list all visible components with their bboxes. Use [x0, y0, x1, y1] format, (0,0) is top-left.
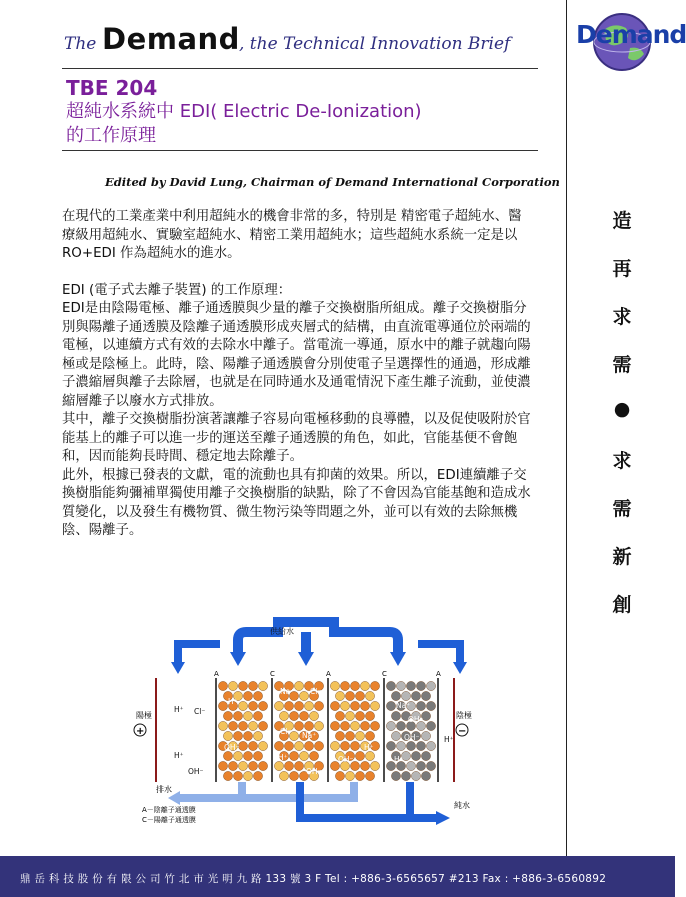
resin-bead — [421, 771, 430, 780]
resin-bead — [258, 701, 267, 710]
ion-oh: OH⁻ — [338, 755, 354, 764]
resin-bead — [253, 771, 262, 780]
resin-bead — [238, 721, 247, 730]
resin-bead — [243, 731, 252, 740]
slogan-char: 需 — [612, 354, 632, 376]
slogan-char: 求 — [612, 306, 632, 328]
resin-bead — [335, 771, 344, 780]
resin-bead — [416, 701, 425, 710]
resin-bead — [421, 731, 430, 740]
resin-bead — [370, 681, 379, 690]
body-text — [62, 208, 532, 541]
resin-bead — [253, 731, 262, 740]
resin-bead — [365, 751, 374, 760]
slogan-bullet: ● — [613, 398, 631, 420]
resin-bead — [355, 711, 364, 720]
resin-bead — [426, 761, 435, 770]
resin-bead — [426, 741, 435, 750]
resin-bead — [386, 721, 395, 730]
brand-header — [64, 22, 540, 68]
resin-paragraph: 其中，離子交換樹脂扮演著讓離子容易向電極移動的良導體，以及促使吸附於官能基上的離子可以進一步的運送至離子通透膜的角色，如此，官能基便不會飽和，因而能夠長時間、穩定地去除離子。 — [62, 412, 531, 464]
slogan-char: 需 — [612, 498, 632, 520]
resin-bead — [396, 681, 405, 690]
resin-bead — [309, 711, 318, 720]
membrane-c-label: C — [270, 670, 275, 678]
demand-logo — [574, 8, 686, 74]
minus-sign: − — [458, 726, 467, 737]
resin-bead — [411, 691, 420, 700]
ion-oh: OH⁻ — [224, 743, 240, 752]
resin-bead — [243, 751, 252, 760]
resin-bead — [228, 721, 237, 730]
ion-h: H⁺ — [174, 751, 184, 760]
resin-bead — [223, 711, 232, 720]
title-line-2: 超純水系統中 EDI( Electric De-Ionization) — [66, 101, 422, 122]
resin-bead — [355, 771, 364, 780]
resin-bead — [233, 771, 242, 780]
resin-bead — [238, 741, 247, 750]
membrane-a-label: A — [436, 670, 441, 678]
legend-a: A－陰離子通透膜 — [142, 806, 196, 814]
document-title — [66, 76, 422, 148]
resin-bead — [274, 701, 283, 710]
title-line-3: 的工作原理 — [66, 125, 156, 146]
ion-h: H⁺ — [444, 735, 454, 744]
resin-bead — [233, 731, 242, 740]
cathode-minus-icon — [456, 724, 468, 737]
slogan-char: 求 — [612, 450, 632, 472]
resin-beads — [218, 681, 435, 780]
resin-bead — [396, 721, 405, 730]
resin-bead — [233, 711, 242, 720]
resin-bead — [314, 721, 323, 730]
resin-bead — [350, 701, 359, 710]
resin-bead — [355, 691, 364, 700]
resin-bead — [294, 701, 303, 710]
ion-h: H⁺ — [394, 755, 404, 764]
title-rule — [62, 150, 538, 151]
resin-bead — [360, 681, 369, 690]
edi-paragraph: EDI是由陰陽電極、離子通透膜與少量的離子交換樹脂所組成。離子交換樹脂分別與陽離子通透膜及陰離子通透膜形成夾層式的結構，由直流電導通位於兩端的電極，以連續方式有效的去除水中離子。當電流一導通，原水中的離子就趨向陽極或是陰極上。此時，陰、陽離子通透膜會分別使電子呈選擇性的通過，形成離子濃縮層與離子去除層，也就是在同時通水及通電情況下產生離子流動，並使濃縮層離子以廢水方式排放。 — [62, 301, 531, 409]
resin-bead — [294, 741, 303, 750]
resin-bead — [391, 711, 400, 720]
conclusion-paragraph: 此外，根據已發表的文獻，電的流動也具有抑菌的效果。所以，EDI連續離子交換樹脂能夠彌補單獨使用離子交換樹脂的缺點，除了不會因為官能基飽和造成水質變化，以及發生有機物質、微生物污染等問題之外，並可以有效的去除無機陰、陽離子。 — [62, 467, 531, 538]
ion-na: Na⁺ — [396, 701, 411, 710]
resin-bead — [370, 761, 379, 770]
resin-bead — [284, 761, 293, 770]
resin-bead — [416, 681, 425, 690]
resin-bead — [421, 751, 430, 760]
logo-word: Demand — [576, 20, 686, 49]
resin-bead — [335, 711, 344, 720]
anode-label: 陽極 — [136, 711, 152, 720]
resin-bead — [391, 731, 400, 740]
resin-bead — [294, 761, 303, 770]
resin-bead — [386, 681, 395, 690]
resin-bead — [243, 711, 252, 720]
resin-bead — [340, 701, 349, 710]
resin-bead — [345, 771, 354, 780]
ion-na: Na⁺ — [302, 731, 317, 740]
resin-bead — [360, 761, 369, 770]
resin-bead — [421, 691, 430, 700]
ion-oh: OH⁻ — [404, 733, 420, 742]
resin-bead — [223, 751, 232, 760]
ion-oh: OH⁻ — [306, 767, 322, 776]
resin-bead — [365, 731, 374, 740]
resin-bead — [274, 741, 283, 750]
header-rule — [62, 68, 538, 69]
resin-bead — [411, 751, 420, 760]
resin-bead — [335, 691, 344, 700]
resin-bead — [350, 721, 359, 730]
ion-na: Na⁺ — [280, 687, 295, 696]
resin-bead — [370, 721, 379, 730]
resin-bead — [350, 681, 359, 690]
ion-h: H⁺ — [364, 743, 374, 752]
resin-bead — [253, 711, 262, 720]
resin-bead — [411, 771, 420, 780]
resin-bead — [218, 681, 227, 690]
resin-bead — [274, 761, 283, 770]
legend-c: C－陽離子通透膜 — [142, 816, 196, 824]
ion-cl: Cl⁻ — [194, 707, 206, 716]
brand-demand: Demand — [102, 22, 240, 56]
resin-bead — [248, 761, 257, 770]
resin-bead — [258, 761, 267, 770]
brand-the: The — [64, 34, 97, 54]
resin-bead — [350, 741, 359, 750]
resin-bead — [258, 741, 267, 750]
resin-bead — [391, 691, 400, 700]
resin-bead — [238, 681, 247, 690]
resin-bead — [386, 741, 395, 750]
resin-bead — [406, 741, 415, 750]
membrane-a-label: A — [214, 670, 219, 678]
resin-bead — [248, 681, 257, 690]
resin-bead — [340, 681, 349, 690]
resin-bead — [218, 701, 227, 710]
ion-cl: Cl⁻ — [280, 727, 292, 736]
resin-bead — [391, 771, 400, 780]
anode-plus-icon — [134, 724, 146, 737]
footer-bar — [0, 856, 675, 897]
resin-bead — [330, 741, 339, 750]
resin-bead — [365, 771, 374, 780]
ion-h: H⁺ — [278, 753, 288, 762]
resin-bead — [248, 701, 257, 710]
resin-bead — [309, 751, 318, 760]
resin-bead — [289, 751, 298, 760]
plus-sign: + — [136, 726, 145, 737]
outflow-arrows — [168, 782, 450, 825]
cathode-label: 陰極 — [456, 711, 472, 720]
resin-bead — [253, 691, 262, 700]
resin-bead — [218, 721, 227, 730]
resin-bead — [304, 721, 313, 730]
ion-oh: OH⁻ — [408, 715, 424, 724]
resin-bead — [360, 721, 369, 730]
resin-bead — [416, 761, 425, 770]
resin-bead — [279, 711, 288, 720]
vertical-divider — [566, 0, 567, 856]
resin-bead — [370, 701, 379, 710]
resin-bead — [401, 771, 410, 780]
resin-bead — [299, 691, 308, 700]
vertical-slogan — [607, 206, 637, 638]
resin-bead — [294, 721, 303, 730]
resin-bead — [289, 711, 298, 720]
resin-bead — [248, 721, 257, 730]
resin-bead — [345, 731, 354, 740]
resin-bead — [223, 771, 232, 780]
resin-bead — [386, 701, 395, 710]
resin-bead — [279, 771, 288, 780]
slogan-char: 造 — [612, 210, 632, 232]
document-code: TBE 204 — [66, 76, 158, 100]
resin-bead — [365, 691, 374, 700]
resin-bead — [355, 751, 364, 760]
resin-bead — [289, 771, 298, 780]
resin-bead — [304, 741, 313, 750]
company-contact: 鼎 岳 科 技 股 份 有 限 公 司 竹 北 市 光 明 九 路 133 號 3 F Tel : +886-3-6565657 #213 Fax : +886-3-6560892 — [20, 873, 607, 885]
supply-arrows — [171, 622, 467, 674]
resin-bead — [238, 701, 247, 710]
resin-bead — [426, 721, 435, 730]
resin-bead — [401, 691, 410, 700]
resin-bead — [218, 761, 227, 770]
resin-bead — [330, 701, 339, 710]
drain-water-label: 排水 — [156, 785, 172, 794]
membrane-a-label: A — [326, 670, 331, 678]
resin-bead — [426, 701, 435, 710]
resin-bead — [426, 681, 435, 690]
slogan-char: 創 — [612, 594, 632, 616]
resin-bead — [243, 691, 252, 700]
ion-cl: Cl⁻ — [310, 687, 322, 696]
resin-bead — [340, 741, 349, 750]
ion-h: H⁺ — [228, 697, 238, 706]
resin-bead — [294, 681, 303, 690]
resin-bead — [396, 741, 405, 750]
resin-bead — [253, 751, 262, 760]
resin-bead — [258, 681, 267, 690]
resin-bead — [299, 751, 308, 760]
resin-bead — [284, 741, 293, 750]
resin-bead — [330, 681, 339, 690]
slogan-char: 再 — [612, 258, 632, 280]
intro-paragraph: 在現代的工業產業中利用超純水的機會非常的多，特別是 精密電子超純水、醫療級用超純水、實驗室超純水、精密工業用超純水；這些超純水系統一定是以 RO+EDI 作為超純水的進水。 — [62, 209, 522, 261]
resin-bead — [330, 721, 339, 730]
editor-credit: Edited by David Lung, Chairman of Demand International Corporation — [105, 175, 560, 189]
ion-h: H⁺ — [174, 705, 184, 714]
resin-bead — [406, 681, 415, 690]
resin-bead — [228, 681, 237, 690]
edi-diagram — [138, 622, 504, 828]
pure-water-label: 純水 — [454, 801, 470, 810]
resin-bead — [243, 771, 252, 780]
membrane-c-label: C — [382, 670, 387, 678]
resin-bead — [223, 731, 232, 740]
resin-bead — [345, 711, 354, 720]
edi-heading: EDI (電子式去離子裝置) 的工作原理： — [62, 282, 292, 298]
brand-tagline: , the Technical Innovation Brief — [239, 34, 511, 54]
resin-bead — [314, 701, 323, 710]
resin-bead — [233, 751, 242, 760]
resin-bead — [335, 731, 344, 740]
resin-bead — [304, 701, 313, 710]
resin-bead — [406, 761, 415, 770]
resin-bead — [345, 691, 354, 700]
resin-bead — [258, 721, 267, 730]
supply-water-label: 供給水 — [270, 627, 294, 636]
resin-bead — [238, 761, 247, 770]
resin-bead — [360, 701, 369, 710]
resin-bead — [355, 731, 364, 740]
resin-bead — [299, 711, 308, 720]
resin-bead — [340, 721, 349, 730]
resin-bead — [416, 741, 425, 750]
ion-oh: OH⁻ — [188, 767, 204, 776]
resin-bead — [248, 741, 257, 750]
resin-bead — [365, 711, 374, 720]
resin-bead — [228, 761, 237, 770]
slogan-char: 新 — [612, 546, 632, 568]
resin-bead — [284, 701, 293, 710]
resin-bead — [314, 741, 323, 750]
